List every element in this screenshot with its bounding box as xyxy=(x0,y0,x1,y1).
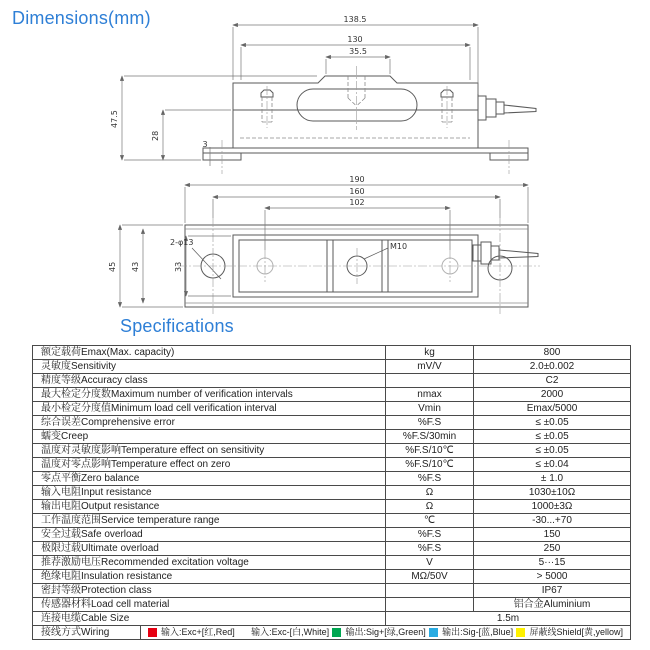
dim-label-102: 102 xyxy=(349,198,365,207)
wire-entry-shield: 屏蔽线Shield[黄,yellow] xyxy=(516,626,623,639)
spec-name: 工作温度范围Service temperature range xyxy=(33,514,386,528)
spec-value: ≤ ±0.04 xyxy=(474,458,631,472)
dim-label-47-5: 47.5 xyxy=(110,110,119,128)
wire-entry-exc-plus: 输入:Exc+[红,Red] xyxy=(148,626,235,639)
table-row xyxy=(33,584,631,598)
table-row xyxy=(33,388,631,402)
spec-unit xyxy=(386,584,474,598)
spec-unit: Ω xyxy=(386,500,474,514)
red-swatch xyxy=(148,628,157,637)
table-row-wiring xyxy=(33,626,631,640)
spec-value: ≤ ±0.05 xyxy=(474,430,631,444)
table-row xyxy=(33,346,631,360)
spec-name: 温度对灵敏度影响Temperature effect on sensitivity xyxy=(33,444,386,458)
blue-swatch xyxy=(429,628,438,637)
table-row xyxy=(33,430,631,444)
yellow-swatch xyxy=(516,628,525,637)
table-row xyxy=(33,556,631,570)
dim-label-43: 43 xyxy=(131,261,140,272)
spec-value: IP67 xyxy=(474,584,631,598)
spec-unit: %F.S xyxy=(386,416,474,430)
wiring-label: 接线方式Wiring xyxy=(33,626,141,640)
top-view-drawing xyxy=(108,175,540,314)
white-swatch xyxy=(238,628,247,637)
table-row xyxy=(33,444,631,458)
wire-entry-sig-minus: 输出:Sig-[蓝,Blue] xyxy=(429,626,513,639)
spec-unit: Vmin xyxy=(386,402,474,416)
spec-name: 密封等级Protection class xyxy=(33,584,386,598)
dim-label-138-5: 138.5 xyxy=(343,15,367,24)
spec-name: 蠕变Creep xyxy=(33,430,386,444)
specifications-title: Specifications xyxy=(120,316,234,336)
spec-value: 2.0±0.002 xyxy=(474,360,631,374)
spec-value: 5···15 xyxy=(474,556,631,570)
spec-unit: Ω xyxy=(386,486,474,500)
spec-name: 安全过载Safe overload xyxy=(33,528,386,542)
spec-name: 零点平衡Zero balance xyxy=(33,472,386,486)
spec-unit: %F.S xyxy=(386,542,474,556)
spec-unit: ℃ xyxy=(386,514,474,528)
table-row xyxy=(33,486,631,500)
table-row xyxy=(33,528,631,542)
green-swatch xyxy=(332,628,341,637)
table-row xyxy=(33,598,631,612)
spec-unit: nmax xyxy=(386,388,474,402)
spec-name: 传感器材料Load cell material xyxy=(33,598,386,612)
spec-name: 输入电阻Input resistance xyxy=(33,486,386,500)
side-view-drawing xyxy=(110,15,536,174)
spec-name: 输出电阻Output resistance xyxy=(33,500,386,514)
spec-unit: %F.S/30min xyxy=(386,430,474,444)
dim-label-130: 130 xyxy=(347,35,363,44)
spec-value: ≤ ±0.05 xyxy=(474,444,631,458)
table-row xyxy=(33,458,631,472)
spec-unit: MΩ/50V xyxy=(386,570,474,584)
spec-value: 800 xyxy=(474,346,631,360)
spec-name: 灵敏度Sensitivity xyxy=(33,360,386,374)
table-row xyxy=(33,374,631,388)
dim-label-160: 160 xyxy=(349,187,365,196)
wire-entry-sig-plus: 输出:Sig+[绿,Green] xyxy=(332,626,425,639)
thread-callout-label: M10 xyxy=(390,242,408,251)
spec-unit xyxy=(386,598,474,612)
spec-unit: %F.S xyxy=(386,472,474,486)
spec-value: 铝合金Aluminium xyxy=(474,598,631,612)
spec-value: 1030±10Ω xyxy=(474,486,631,500)
dimensions-title: Dimensions(mm) xyxy=(12,8,151,28)
table-row xyxy=(33,514,631,528)
spec-value: -30...+70 xyxy=(474,514,631,528)
dim-label-28: 28 xyxy=(151,130,160,141)
spec-value: 250 xyxy=(474,542,631,556)
wire-entry-exc-minus: 输入:Exc-[白,White] xyxy=(238,626,329,639)
dim-label-35-5: 35.5 xyxy=(349,47,367,56)
spec-unit: %F.S/10℃ xyxy=(386,458,474,472)
dim-label-3: 3 xyxy=(202,140,208,149)
spec-value: Emax/5000 xyxy=(474,402,631,416)
spec-value: ≤ ±0.05 xyxy=(474,416,631,430)
spec-name: 连接电缆Cable Size xyxy=(33,612,386,626)
spec-unit: %F.S/10℃ xyxy=(386,444,474,458)
spec-name: 温度对零点影响Temperature effect on zero xyxy=(33,458,386,472)
dim-label-190: 190 xyxy=(349,175,365,184)
spec-name: 最小检定分度值Minimum load cell verification interval xyxy=(33,402,386,416)
dim-label-33: 33 xyxy=(174,261,183,272)
table-row xyxy=(33,402,631,416)
table-row xyxy=(33,472,631,486)
spec-name: 绝缘电阻Insulation resistance xyxy=(33,570,386,584)
spec-value: > 5000 xyxy=(474,570,631,584)
table-row-cable xyxy=(33,612,631,626)
spec-value: C2 xyxy=(474,374,631,388)
spec-unit: mV/V xyxy=(386,360,474,374)
spec-name: 最大检定分度数Maximum number of verification intervals xyxy=(33,388,386,402)
spec-name: 精度等级Accuracy class xyxy=(33,374,386,388)
spec-unit: V xyxy=(386,556,474,570)
table-row xyxy=(33,416,631,430)
spec-name: 极限过载Ultimate overload xyxy=(33,542,386,556)
spec-unit xyxy=(386,374,474,388)
spec-unit: kg xyxy=(386,346,474,360)
spec-name: 综合误差Comprehensive error xyxy=(33,416,386,430)
table-row xyxy=(33,500,631,514)
dim-label-45: 45 xyxy=(108,261,117,272)
spec-value: 150 xyxy=(474,528,631,542)
hole-callout-label: 2-φ13 xyxy=(170,238,194,247)
table-row xyxy=(33,542,631,556)
spec-value: ± 1.0 xyxy=(474,472,631,486)
spec-value: 2000 xyxy=(474,388,631,402)
wiring-legend xyxy=(145,626,626,639)
spec-name: 推荐激励电压Recommended excitation voltage xyxy=(33,556,386,570)
table-row xyxy=(33,360,631,374)
spec-unit: %F.S xyxy=(386,528,474,542)
spec-value: 1000±3Ω xyxy=(474,500,631,514)
spec-value: 1.5m xyxy=(386,612,631,626)
spec-name: 额定载荷Emax(Max. capacity) xyxy=(33,346,386,360)
table-row xyxy=(33,570,631,584)
specifications-table xyxy=(32,345,631,640)
